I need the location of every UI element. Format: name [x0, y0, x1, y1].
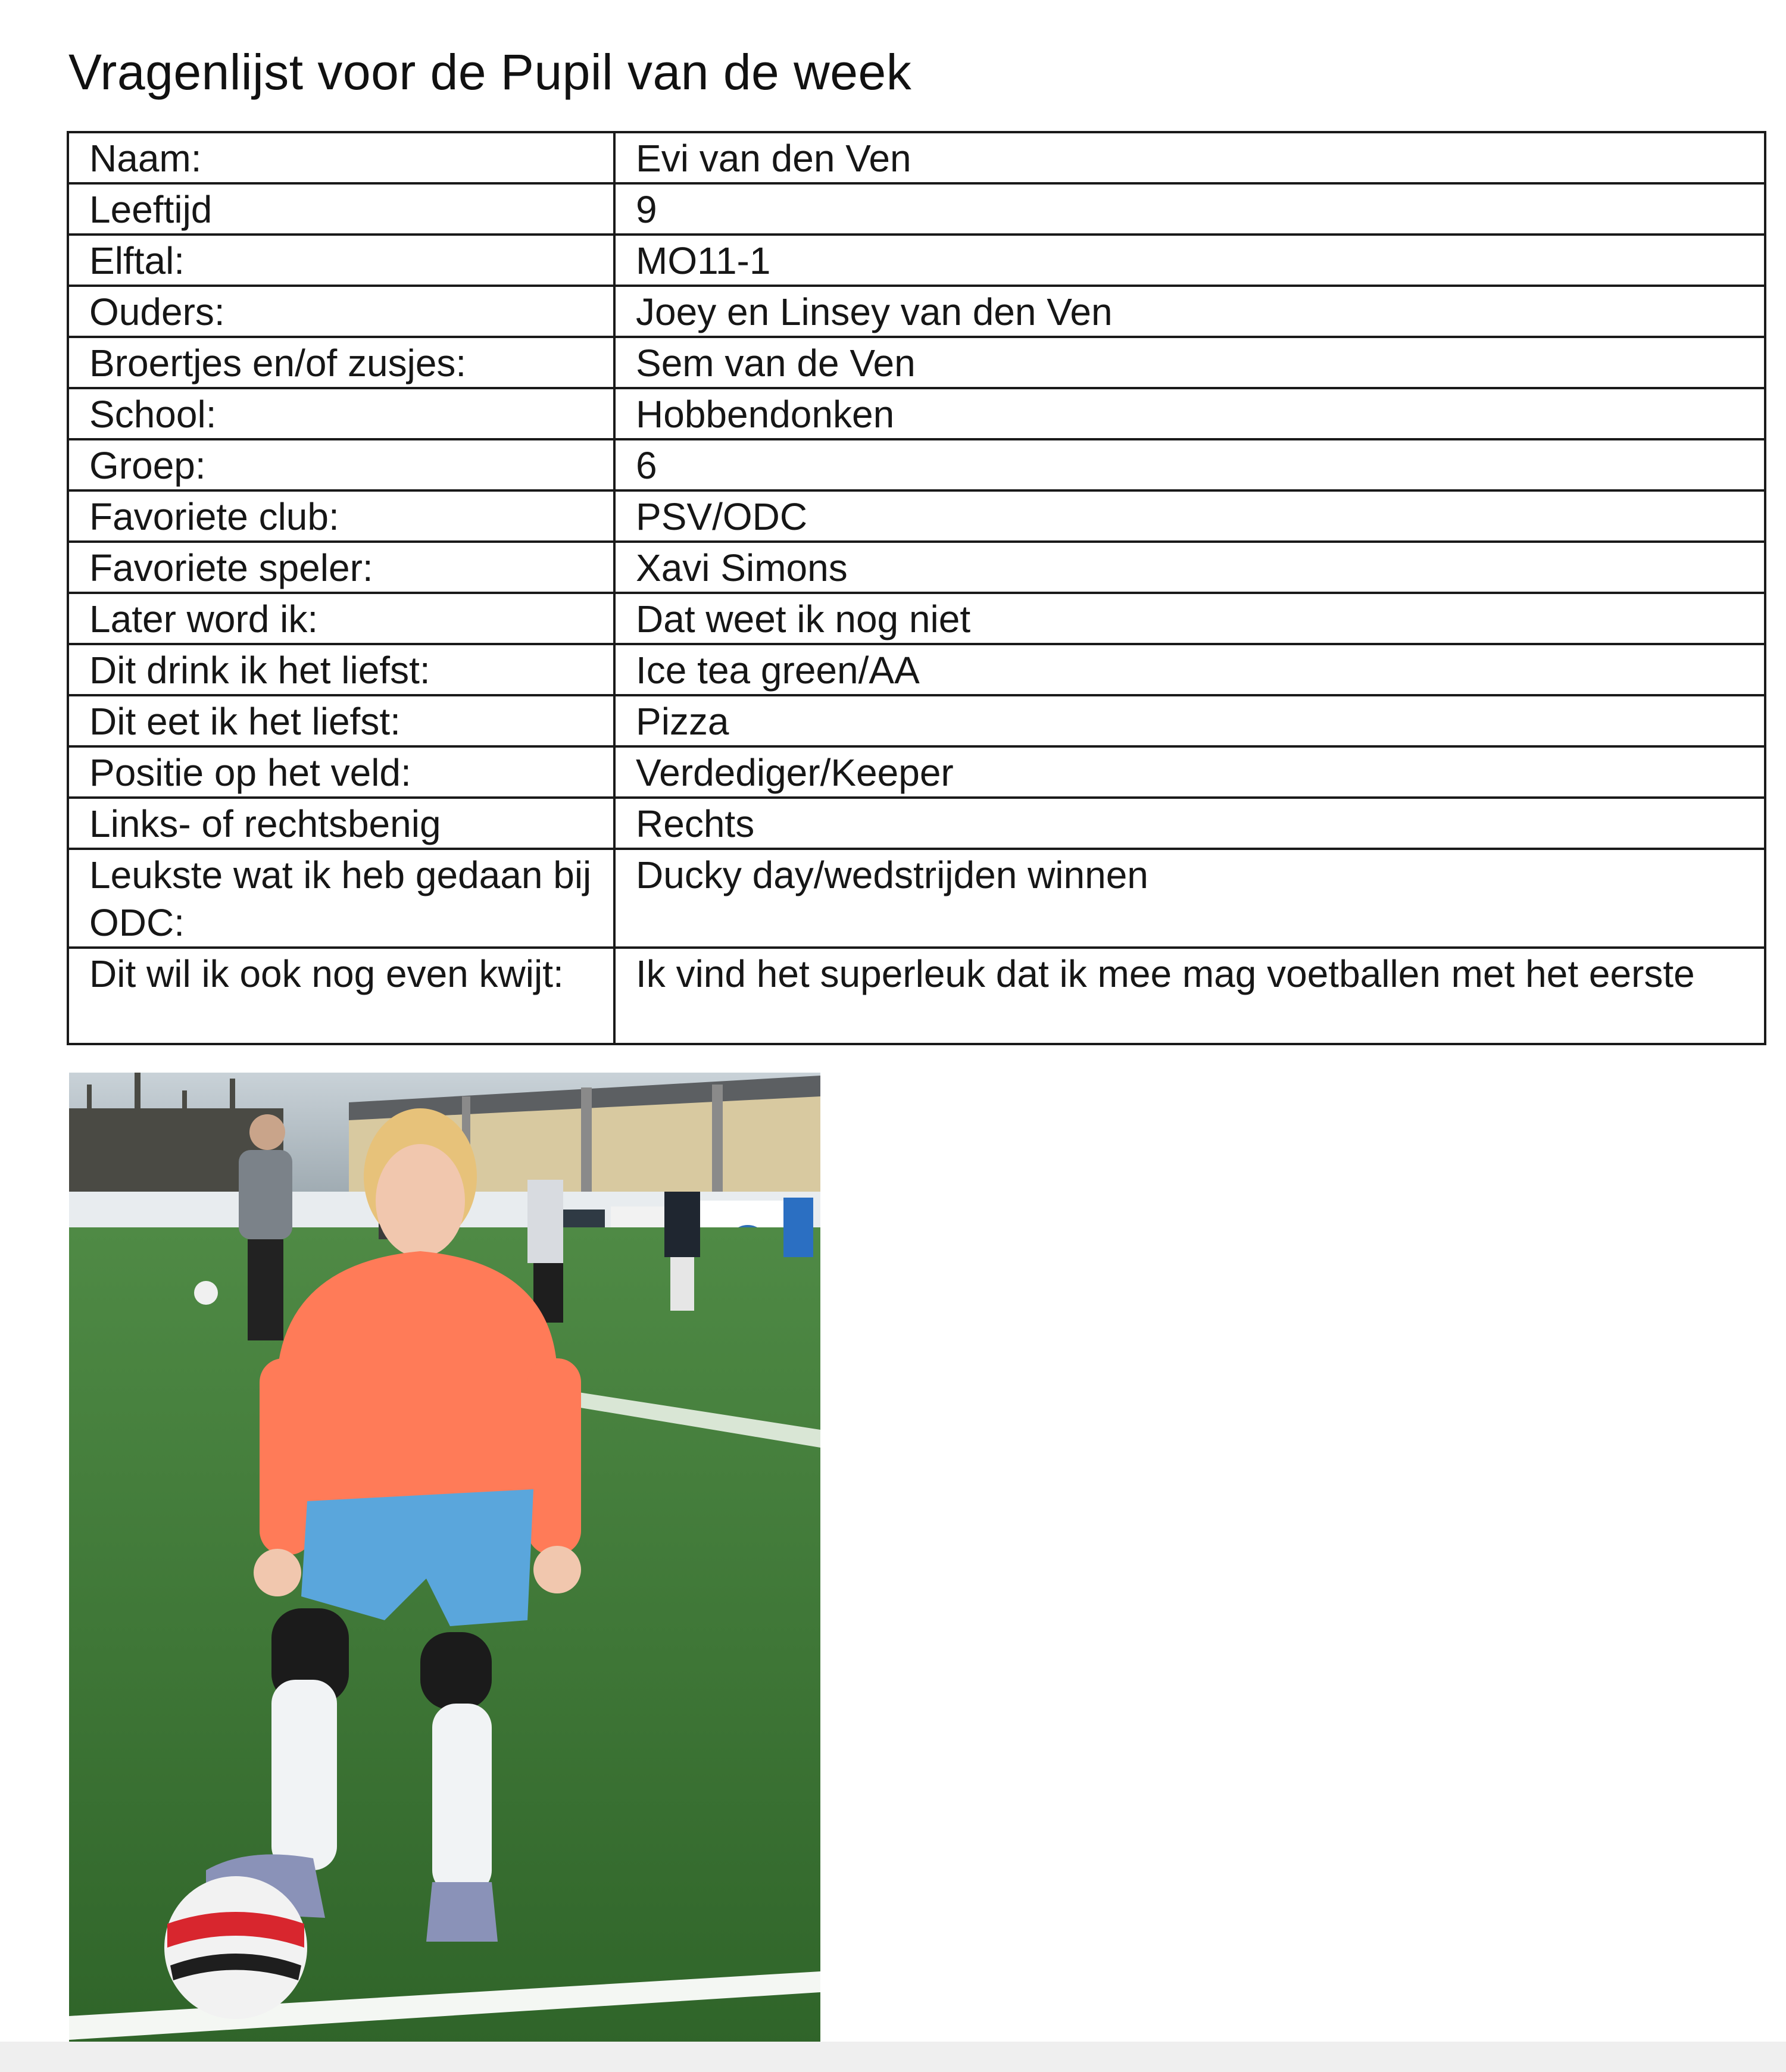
- document-title: Vragenlijst voor de Pupil van de week: [68, 44, 912, 100]
- question-cell: Groep:: [68, 439, 614, 490]
- answer-cell: Hobbendonken: [614, 388, 1765, 439]
- answer-cell: 6: [614, 439, 1765, 490]
- question-cell: Later word ik:: [68, 593, 614, 644]
- question-cell: Broertjes en/of zusjes:: [68, 337, 614, 388]
- table-row: [68, 849, 1765, 948]
- table-row: [68, 286, 1765, 337]
- answer-cell: 9: [614, 183, 1765, 235]
- answer-cell: Ducky day/wedstrijden winnen: [614, 849, 1765, 948]
- table-row: [68, 183, 1765, 235]
- table-row: [68, 388, 1765, 439]
- question-cell: Naam:: [68, 132, 614, 183]
- pupil-photo-illustration: [69, 1073, 820, 2049]
- question-cell: Elftal:: [68, 235, 614, 286]
- answer-cell: Sem van de Ven: [614, 337, 1765, 388]
- table-row: [68, 644, 1765, 695]
- table-row: [68, 695, 1765, 746]
- pupil-photo: [69, 1073, 820, 2049]
- football: [164, 1876, 307, 2019]
- question-cell: Ouders:: [68, 286, 614, 337]
- question-cell: Leukste wat ik heb gedaan bij ODC:: [68, 849, 614, 948]
- table-row: [68, 132, 1765, 183]
- table-row: [68, 948, 1765, 1044]
- table-row: [68, 439, 1765, 490]
- answer-cell: Verdediger/Keeper: [614, 746, 1765, 798]
- table-row: [68, 337, 1765, 388]
- question-cell: Leeftijd: [68, 183, 614, 235]
- table-row: [68, 746, 1765, 798]
- table-row: [68, 490, 1765, 542]
- table-row: [68, 235, 1765, 286]
- answer-cell: Rechts: [614, 798, 1765, 849]
- table-row: [68, 542, 1765, 593]
- answer-cell: PSV/ODC: [614, 490, 1765, 542]
- question-cell: Dit drink ik het liefst:: [68, 644, 614, 695]
- answer-cell: MO11-1: [614, 235, 1765, 286]
- questionnaire-table: [67, 131, 1766, 1045]
- question-cell: Favoriete club:: [68, 490, 614, 542]
- answer-cell: Pizza: [614, 695, 1765, 746]
- question-cell: Favoriete speler:: [68, 542, 614, 593]
- table-row: [68, 798, 1765, 849]
- answer-cell: Ik vind het superleuk dat ik mee mag voetballen met het eerste: [614, 948, 1765, 1044]
- bottom-band: [0, 2042, 1786, 2072]
- question-cell: Links- of rechtsbenig: [68, 798, 614, 849]
- answer-cell: Joey en Linsey van den Ven: [614, 286, 1765, 337]
- answer-cell: Dat weet ik nog niet: [614, 593, 1765, 644]
- answer-cell: Evi van den Ven: [614, 132, 1765, 183]
- answer-cell: Ice tea green/AA: [614, 644, 1765, 695]
- table-row: [68, 593, 1765, 644]
- question-cell: School:: [68, 388, 614, 439]
- question-cell: Dit wil ik ook nog even kwijt:: [68, 948, 614, 1044]
- question-cell: Positie op het veld:: [68, 746, 614, 798]
- answer-cell: Xavi Simons: [614, 542, 1765, 593]
- question-cell: Dit eet ik het liefst:: [68, 695, 614, 746]
